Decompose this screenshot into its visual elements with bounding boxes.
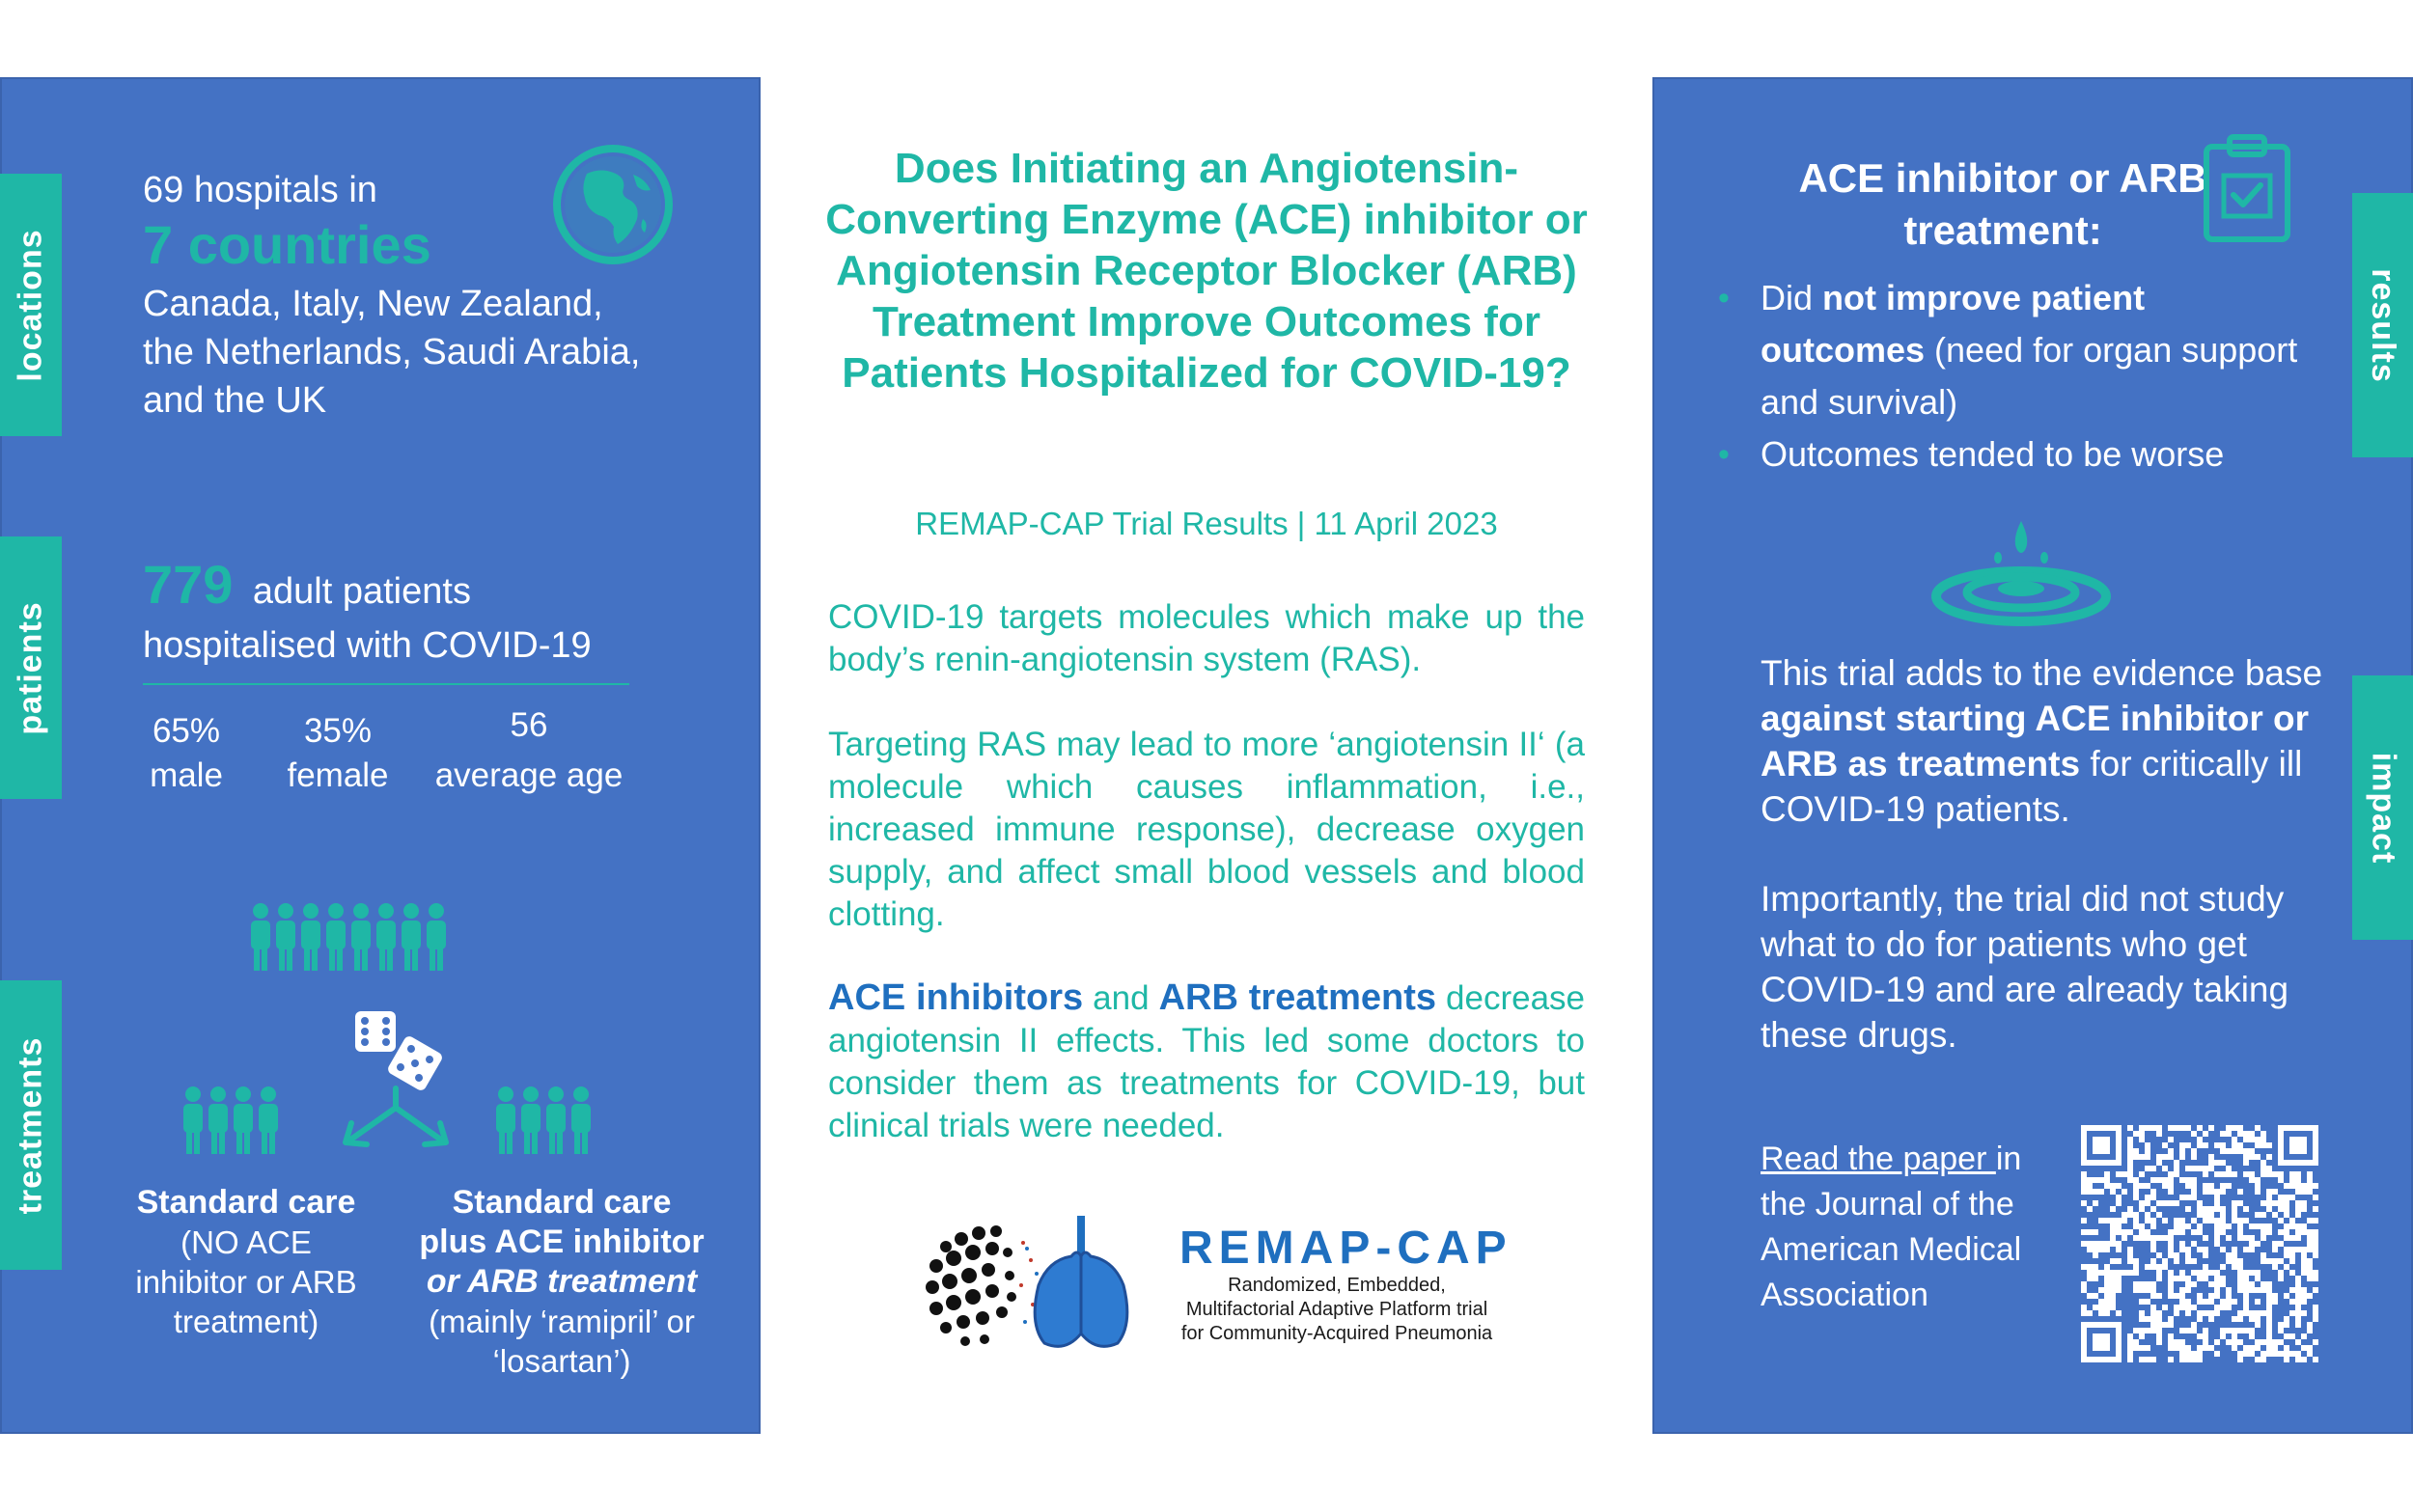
tab-label: results bbox=[2365, 267, 2401, 383]
people-icon bbox=[496, 1086, 591, 1154]
countries-line: the Netherlands, Saudi Arabia, bbox=[143, 332, 641, 372]
patient-count-text: adult patients bbox=[252, 571, 471, 612]
stat-male bbox=[133, 710, 239, 797]
impact-paragraph-2: Importantly, the trial did not study what to do for patients who get COVID-19 and are already taking these drugs. bbox=[1761, 879, 2289, 1055]
caption-bold: Standard care bbox=[452, 1184, 672, 1221]
journal-text: in the Journal of the American Medical Association bbox=[1761, 1141, 2022, 1313]
result-item bbox=[1718, 272, 2316, 428]
stat-label: average age bbox=[434, 756, 624, 794]
patient-count-line bbox=[143, 556, 471, 614]
caption-line: (NO ACE bbox=[180, 1224, 312, 1260]
remap-cap-wordmark: REMAP-CAP bbox=[1179, 1223, 1512, 1274]
divider bbox=[143, 683, 629, 685]
qr-code[interactable] bbox=[2081, 1125, 2318, 1362]
split-arrow-icon bbox=[346, 1088, 446, 1144]
remap-cap-tagline: Randomized, Embedded, Multifactorial Adaptive Platform trial for Community-Acquired Pneumonia bbox=[1180, 1275, 1493, 1344]
caption-bold: plus ACE inhibitor bbox=[419, 1223, 705, 1260]
stat-value: 65% bbox=[152, 712, 221, 750]
stat-age bbox=[432, 704, 625, 797]
result-text-pre: Did bbox=[1761, 278, 1823, 317]
impact-text-post: for critically ill COVID-19 patients. bbox=[1761, 744, 2303, 829]
stat-value: 35% bbox=[303, 712, 373, 750]
trial-subtitle: REMAP-CAP Trial Results | 11 April 2023 bbox=[915, 506, 1498, 541]
countries-list bbox=[143, 280, 640, 425]
people-icon bbox=[183, 1086, 278, 1154]
body-paragraph-2: Targeting RAS may lead to more ‘angiotensin II‘ (a molecule which causes inflammation, i.e., increased immune response), decrease oxygen supply, and affect small blood vessels and blood clotting. bbox=[828, 726, 1585, 933]
caption-bold: Standard care bbox=[136, 1184, 356, 1221]
patient-count: 779 bbox=[143, 554, 234, 615]
impact-paragraph-1 bbox=[1761, 650, 2359, 832]
stat-female bbox=[280, 710, 396, 797]
water-drop-icon bbox=[1930, 517, 2112, 627]
patients-hospitalised: hospitalised with COVID-19 bbox=[143, 625, 592, 666]
tab-patients bbox=[0, 536, 62, 799]
standard-care-caption bbox=[106, 1183, 386, 1341]
stat-label: female bbox=[287, 756, 389, 794]
tab-label: impact bbox=[2365, 752, 2401, 864]
countries-line: Canada, Italy, New Zealand, bbox=[143, 284, 603, 324]
para3-rest: decrease angiotensin II effects. This led some doctors to consider them as treatments for COVID-19, but clinical trials were needed. bbox=[828, 979, 1585, 1144]
ace-inhibitors-bold: ACE inhibitors bbox=[828, 977, 1084, 1018]
arb-treatments-bold: ARB treatments bbox=[1158, 977, 1437, 1018]
impact-text-bold: against starting ACE inhibitor or ARB as treatments bbox=[1761, 699, 2310, 783]
tab-treatments bbox=[0, 980, 62, 1270]
remap-cap-logo bbox=[907, 1189, 1187, 1362]
caption-line: (mainly ‘ramipril’ or bbox=[429, 1304, 695, 1339]
stat-value: 56 bbox=[510, 706, 548, 744]
result-item bbox=[1718, 428, 2316, 481]
body-paragraph-3 bbox=[828, 976, 1585, 1147]
read-paper-text bbox=[1761, 1137, 2069, 1318]
people-icon bbox=[251, 903, 446, 971]
tab-label: treatments bbox=[12, 1036, 49, 1214]
ace-arb-caption bbox=[398, 1183, 726, 1381]
caption-line: inhibitor or ARB bbox=[135, 1264, 357, 1300]
stat-label: male bbox=[150, 756, 223, 794]
randomization-illustration bbox=[135, 888, 676, 1177]
result-text: Outcomes tended to be worse bbox=[1761, 434, 2225, 474]
hospitals-text: 69 hospitals in bbox=[143, 170, 377, 210]
tab-impact bbox=[2352, 675, 2413, 940]
results-list bbox=[1718, 272, 2316, 481]
result-text-bold: not improve patient outcomes bbox=[1761, 278, 2146, 370]
globe-icon bbox=[548, 140, 678, 269]
caption-line: treatment) bbox=[173, 1304, 319, 1339]
tab-locations bbox=[0, 174, 62, 436]
page-title: Does Initiating an Angiotensin-Converting Enzyme (ACE) inhibitor or Angiotensin Receptor Blocker (ARB) Treatment Improve Outcomes for Patients Hospitalized for COVID-19? bbox=[825, 145, 1588, 397]
tab-results bbox=[2352, 193, 2413, 457]
read-paper-link[interactable]: Read the paper bbox=[1761, 1141, 1996, 1177]
and-text: and bbox=[1083, 979, 1159, 1017]
dice-icon bbox=[355, 1011, 444, 1092]
clipboard-check-icon bbox=[2201, 133, 2293, 245]
countries-highlight: 7 countries bbox=[143, 214, 431, 275]
body-paragraph-1: COVID-19 targets molecules which make up the body’s renin-angiotensin system (RAS). bbox=[828, 598, 1585, 678]
caption-line: ‘losartan’) bbox=[492, 1343, 631, 1379]
tab-label: locations bbox=[12, 228, 49, 382]
caption-bold: or ARB treatment bbox=[426, 1263, 698, 1300]
impact-text-pre: This trial adds to the evidence base bbox=[1761, 653, 2323, 693]
tab-label: patients bbox=[12, 600, 49, 735]
results-heading: ACE inhibitor or ARB treatment: bbox=[1798, 155, 2207, 253]
countries-line: and the UK bbox=[143, 380, 327, 421]
result-text-post: (need for organ support and survival) bbox=[1761, 330, 2298, 422]
